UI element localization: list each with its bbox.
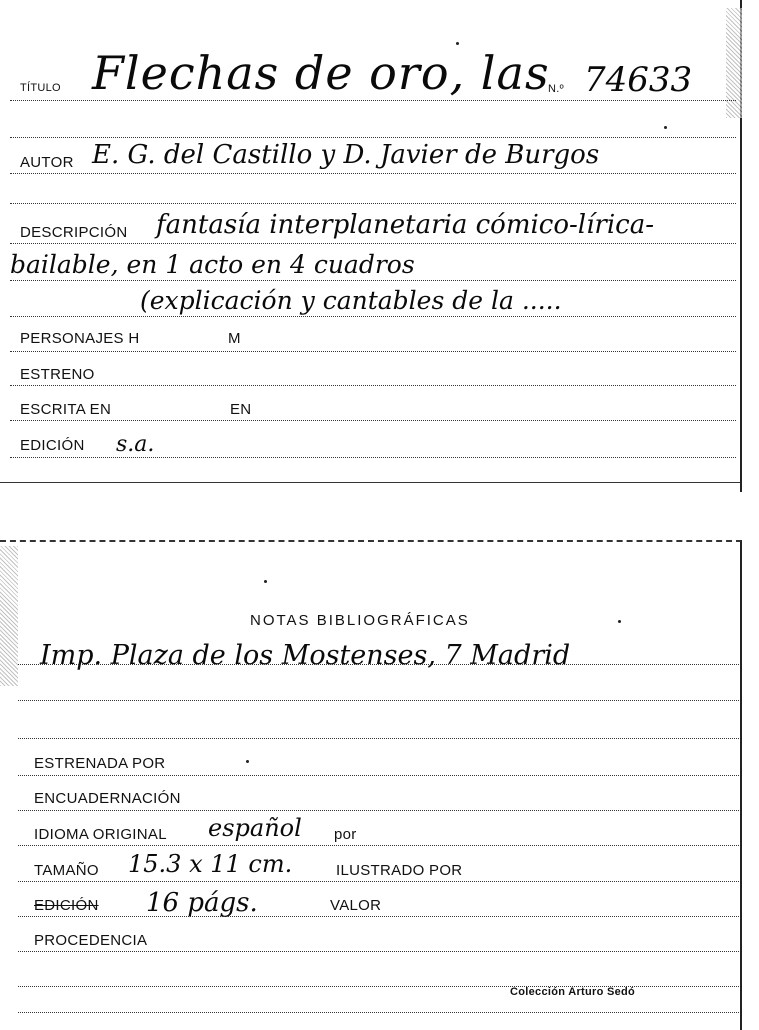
notas-rule-3 [18,738,739,739]
descripcion-rule-1 [10,243,736,244]
idioma-rule [18,845,739,846]
valor-label: VALOR [330,897,382,914]
descripcion-line-2: bailable, en 1 acto en 4 cuadros [10,250,415,279]
edicion-back-rule [18,916,739,917]
titulo-value: Flechas de oro, las [92,46,550,100]
notas-title: NOTAS BIBLIOGRÁFICAS [250,612,470,629]
speck-dot [264,580,267,583]
escrita-rule [10,420,736,421]
descripcion-rule-3 [10,316,736,317]
autor-value: E. G. del Castillo y D. Javier de Burgos [92,140,600,170]
idioma-label: IDIOMA ORIGINAL [34,826,167,843]
encuadernacion-label: ENCUADERNACIÓN [34,790,181,807]
tamano-value: 15.3 x 11 cm. [128,850,293,878]
tamano-rule [18,881,739,882]
idioma-por-label: por [334,826,357,843]
card-edge-speckle [726,8,742,118]
estrenada-rule [18,775,739,776]
edicion-value: s.a. [116,432,155,457]
titulo-rule-2 [10,137,736,138]
estrenada-label: ESTRENADA POR [34,755,166,772]
card-edge-speckle-left [0,546,18,686]
descripcion-line-3: (explicación y cantables de la ..... [140,286,562,315]
escrita-en-label: EN [230,401,252,418]
idioma-value: español [208,814,302,842]
autor-label: AUTOR [20,154,74,171]
procedencia-rule [18,951,739,952]
notas-value: Imp. Plaza de los Mostenses, 7 Madrid [40,640,571,671]
personajes-m-label: M [228,330,241,347]
autor-rule-2 [10,203,736,204]
tamano-label: TAMAÑO [34,862,99,879]
edicion-back-value: 16 págs. [146,888,258,918]
titulo-rule [10,100,736,101]
catalog-card-front [0,0,742,492]
collection-credit: Colección Arturo Sedó [510,986,636,998]
numero-label: N.º [548,83,564,95]
procedencia-label: PROCEDENCIA [34,932,148,949]
escrita-label: ESCRITA EN [20,401,112,418]
edicion-label: EDICIÓN [20,437,85,454]
edicion-back-label: EDICIÓN [34,897,99,914]
notas-rule-2 [18,700,739,701]
speck-dot [618,620,621,623]
estreno-label: ESTRENO [20,366,95,383]
speck-dot [246,760,249,763]
card-bottom-rule [0,482,740,483]
encuadernacion-rule [18,810,739,811]
autor-rule [10,173,736,174]
card-back-bottom-rule [18,1012,739,1013]
ilustrado-label: ILUSTRADO POR [336,862,463,879]
edicion-rule [10,457,736,458]
descripcion-rule-2 [10,280,736,281]
numero-value: 74633 [584,60,693,100]
personajes-rule [10,351,736,352]
speck-dot [664,126,667,129]
descripcion-label: DESCRIPCIÓN [20,224,128,241]
speck-dot [456,42,459,45]
descripcion-line-1: fantasía interplanetaria cómico-lírica- [156,210,655,240]
personajes-label: PERSONAJES H [20,330,140,347]
estreno-rule [10,385,736,386]
notas-rule-1 [18,664,739,665]
titulo-label: TÍTULO [20,82,61,94]
